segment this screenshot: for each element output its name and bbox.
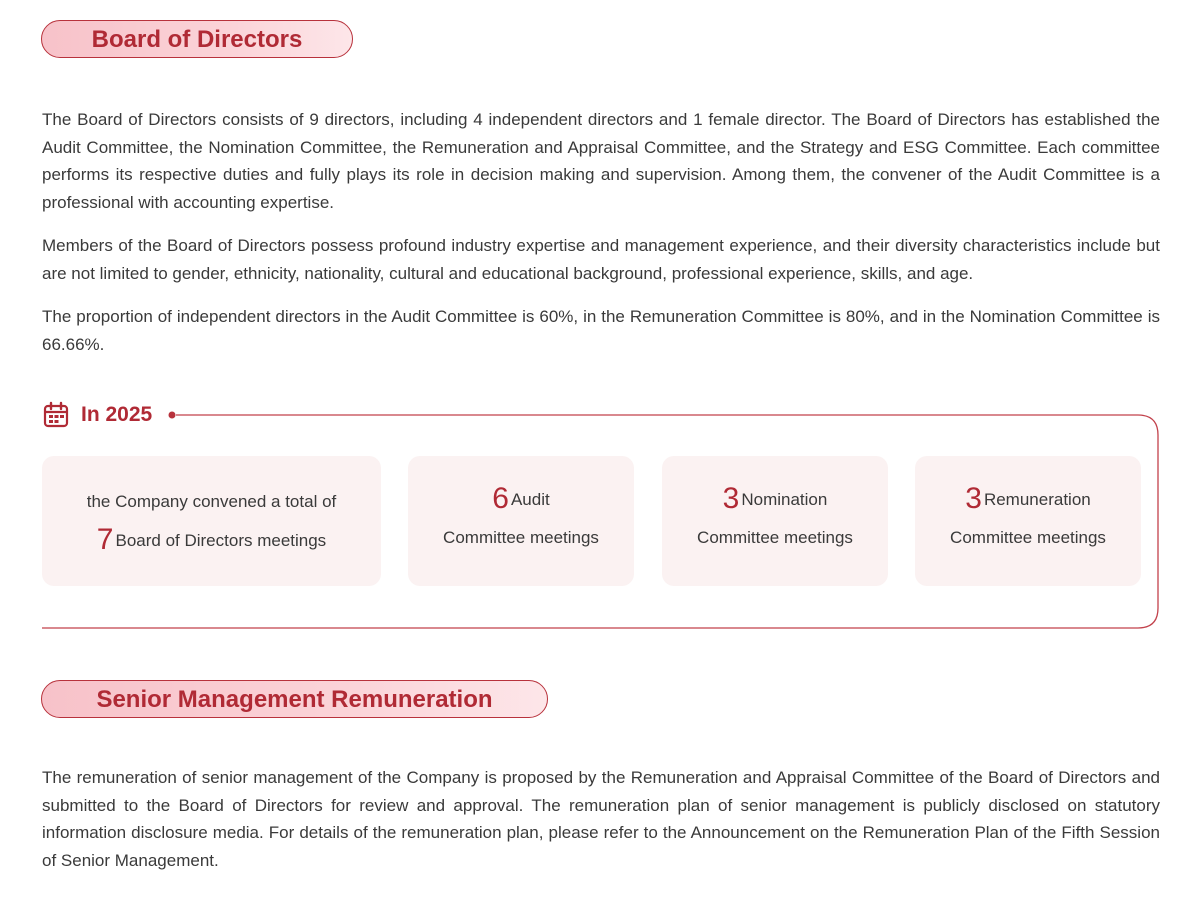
section-title-label: Senior Management Remuneration [96,685,493,713]
stat-card-audit-meetings [408,456,634,586]
board-paragraph-composition: The Board of Directors consists of 9 directors, including 4 independent directors and 1 female director. The Board of Directors has established the Audit Committee, the Nomination Committee, the Remuneration and Appraisal Committee, and the Strategy and ESG Committee. Each committee performs its respective duties and fully plays its role in decision making and supervision. Among them, the convener of the Audit Committee is a professional with accounting expertise. [42,110,1160,212]
stat-label: Remuneration [983,489,1091,509]
section-title-label: Board of Directors [91,25,303,53]
year-label: In 2025 [81,403,153,426]
board-paragraph-diversity: Members of the Board of Directors possess profound industry expertise and management experience, and their diversity characteristics include but are not limited to gender, ethnicity, nationality, cultural and educational background, professional experience, skills, and age. [42,236,1160,283]
board-paragraph-independence: The proportion of independent directors in the Audit Committee is 60%, in the Remuneration Committee is 80%, and in the Nomination Committee is 66.66%. [42,307,1160,354]
year-heading [42,400,152,430]
senior-remuneration-paragraph: The remuneration of senior management of the Company is proposed by the Remuneration and Appraisal Committee of the Board of Directors and submitted to the Board of Directors for review and approval. The remuneration plan of senior management is publicly disclosed on statutory information disclosure media. For details of the remuneration plan, please refer to the Announcement on the Remuneration Plan of the Fifth Session of Senior Management. [42,768,1160,870]
stat-label: Board of Directors meetings [115,530,327,550]
stat-number: 6 [492,481,509,515]
stat-card-value-line [722,481,828,515]
stat-card-board-meetings [42,456,381,586]
stat-label: Audit [510,489,550,509]
stat-number: 3 [722,481,740,515]
stat-number: 3 [965,481,982,515]
stat-card-value-line [96,522,327,556]
section-title-board-of-directors [41,20,353,58]
stat-card-suffix: Committee meetings [697,527,853,547]
stat-card-prefix: the Company convened a total of [86,491,337,511]
calendar-icon [42,401,70,429]
stat-card-value-line [492,481,550,515]
stat-label: Nomination [741,489,828,509]
stat-number: 7 [96,522,114,556]
stat-card-suffix: Committee meetings [443,527,599,547]
stat-card-remuneration-meetings [915,456,1141,586]
stat-card-suffix: Committee meetings [950,527,1106,547]
section-title-senior-management-remuneration [41,680,548,718]
stat-card-nomination-meetings [662,456,888,586]
stat-card-value-line [965,481,1091,515]
